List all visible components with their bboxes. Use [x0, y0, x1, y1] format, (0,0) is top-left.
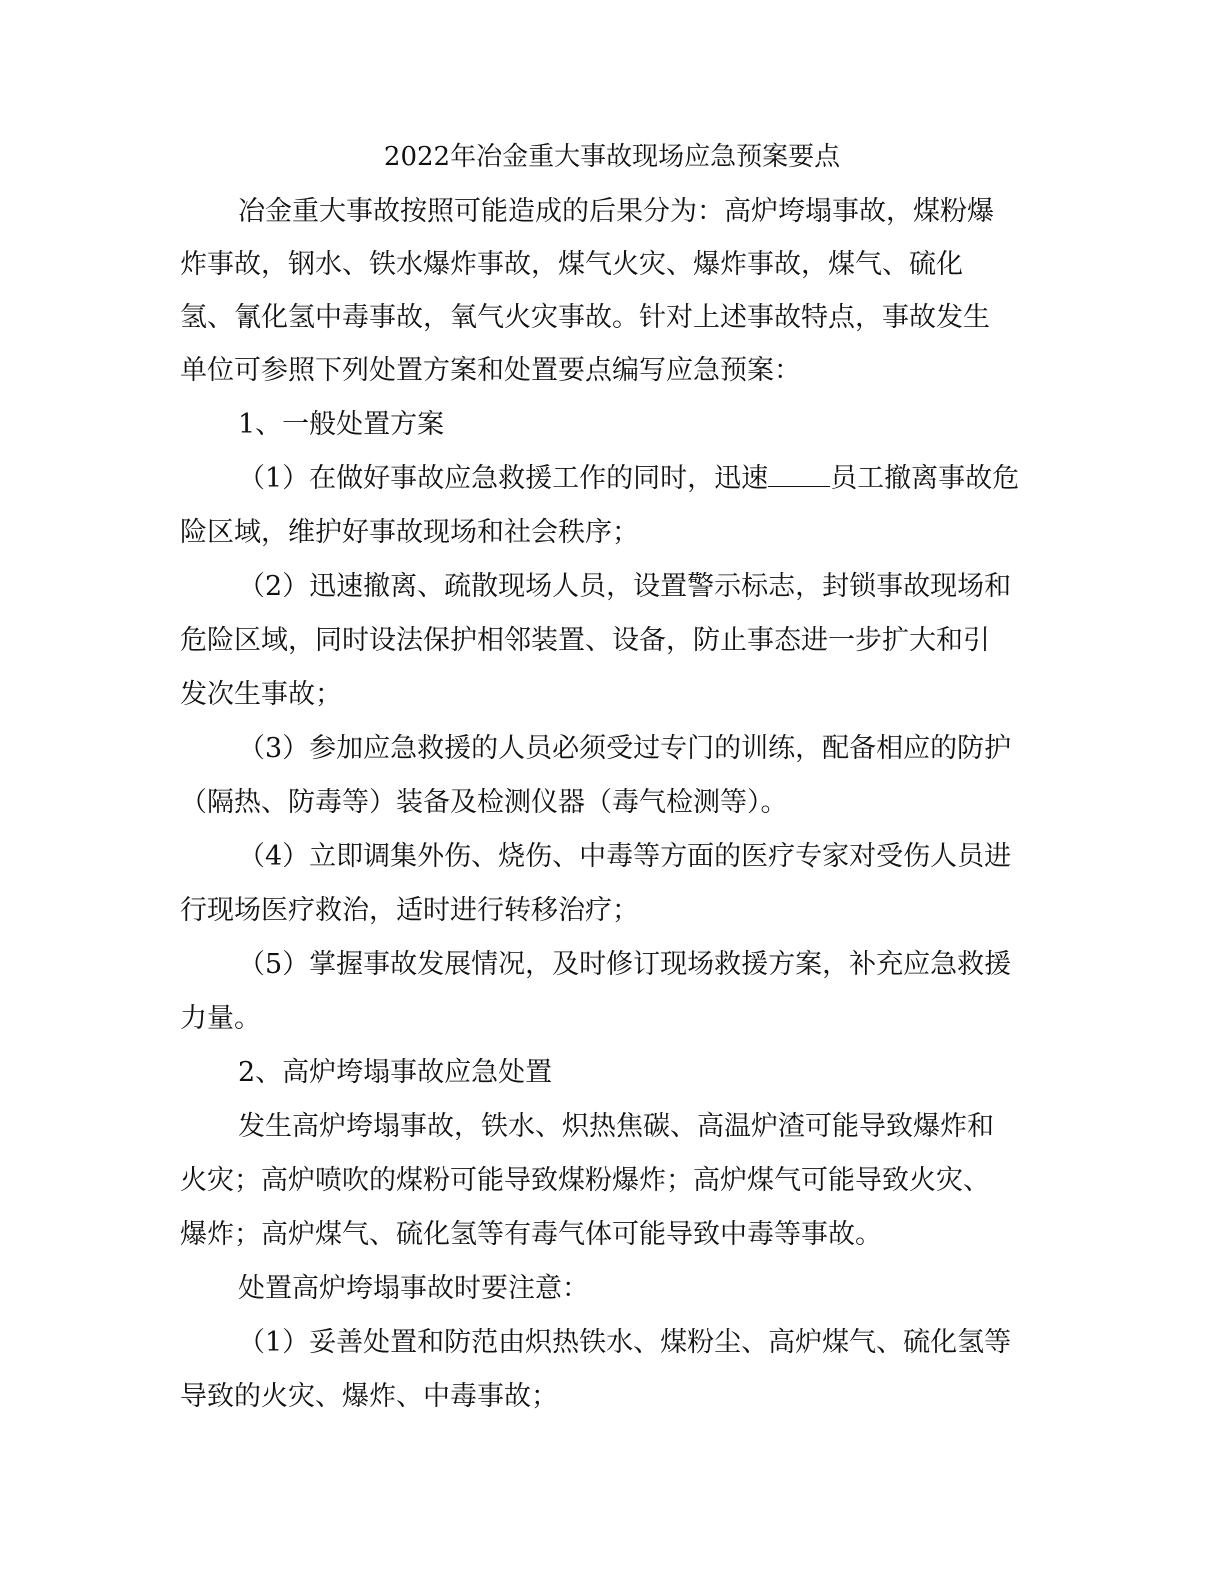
section-1-item-1-text-before: （1）在做好事故应急救援工作的同时，迅速 — [238, 463, 769, 494]
intro-line-1: 冶金重大事故按照可能造成的后果分为：高炉垮塌事故，煤粉爆 — [238, 196, 994, 227]
document-title: 2022年冶金重大事故现场应急预案要点 — [383, 142, 841, 172]
section-1-item-2-line-2: 危险区域，同时设法保护相邻装置、设备，防止事态进一步扩大和引 — [180, 625, 990, 656]
section-2-item-1-line-1: （1）妥善处置和防范由炽热铁水、煤粉尘、高炉煤气、硫化氢等 — [238, 1327, 1012, 1358]
intro-line-4: 单位可参照下列处置方案和处置要点编写应急预案： — [180, 355, 801, 386]
intro-line-3: 氢、氰化氢中毒事故，氧气火灾事故。针对上述事故特点，事故发生 — [180, 302, 990, 333]
section-1-item-1-text-after: 员工撤离事故危 — [830, 463, 1020, 494]
section-1-item-5-line-2: 力量。 — [180, 1003, 261, 1034]
section-2-para-line-2: 火灾；高炉喷吹的煤粉可能导致煤粉爆炸；高炉煤气可能导致火灾、 — [180, 1165, 990, 1196]
fill-in-blank — [768, 464, 830, 487]
section-1-item-3-line-2: （隔热、防毒等）装备及检测仪器（毒气检测等）。 — [180, 787, 788, 818]
section-1-item-4-line-2: 行现场医疗救治，适时进行转移治疗； — [180, 895, 639, 926]
section-1-heading: 1、一般处置方案 — [238, 409, 445, 440]
section-2-para-line-1: 发生高炉垮塌事故，铁水、炽热焦碳、高温炉渣可能导致爆炸和 — [238, 1111, 994, 1142]
section-2-para-line-3: 爆炸；高炉煤气、硫化氢等有毒气体可能导致中毒等事故。 — [180, 1219, 882, 1250]
section-1-item-5-line-1: （5）掌握事故发展情况，及时修订现场救援方案，补充应急救援 — [238, 949, 1012, 980]
section-1-item-2-line-1: （2）迅速撤离、疏散现场人员，设置警示标志，封锁事故现场和 — [238, 571, 1012, 602]
section-2-item-1-line-2: 导致的火灾、爆炸、中毒事故； — [180, 1381, 558, 1412]
section-1-item-1-line-1 — [238, 459, 1019, 499]
section-1-item-4-line-1: （4）立即调集外伤、烧伤、中毒等方面的医疗专家对受伤人员进 — [238, 841, 1012, 872]
intro-line-2: 炸事故，钢水、铁水爆炸事故，煤气火灾、爆炸事故，煤气、硫化 — [180, 249, 963, 280]
section-1-item-1-line-2: 险区域，维护好事故现场和社会秩序； — [180, 517, 639, 548]
section-2-note-heading: 处置高炉垮塌事故时要注意： — [238, 1273, 589, 1304]
section-2-heading: 2、高炉垮塌事故应急处置 — [238, 1057, 553, 1088]
section-1-item-2-line-3: 发次生事故； — [180, 679, 342, 710]
section-1-item-3-line-1: （3）参加应急救援的人员必须受过专门的训练，配备相应的防护 — [238, 733, 1012, 764]
